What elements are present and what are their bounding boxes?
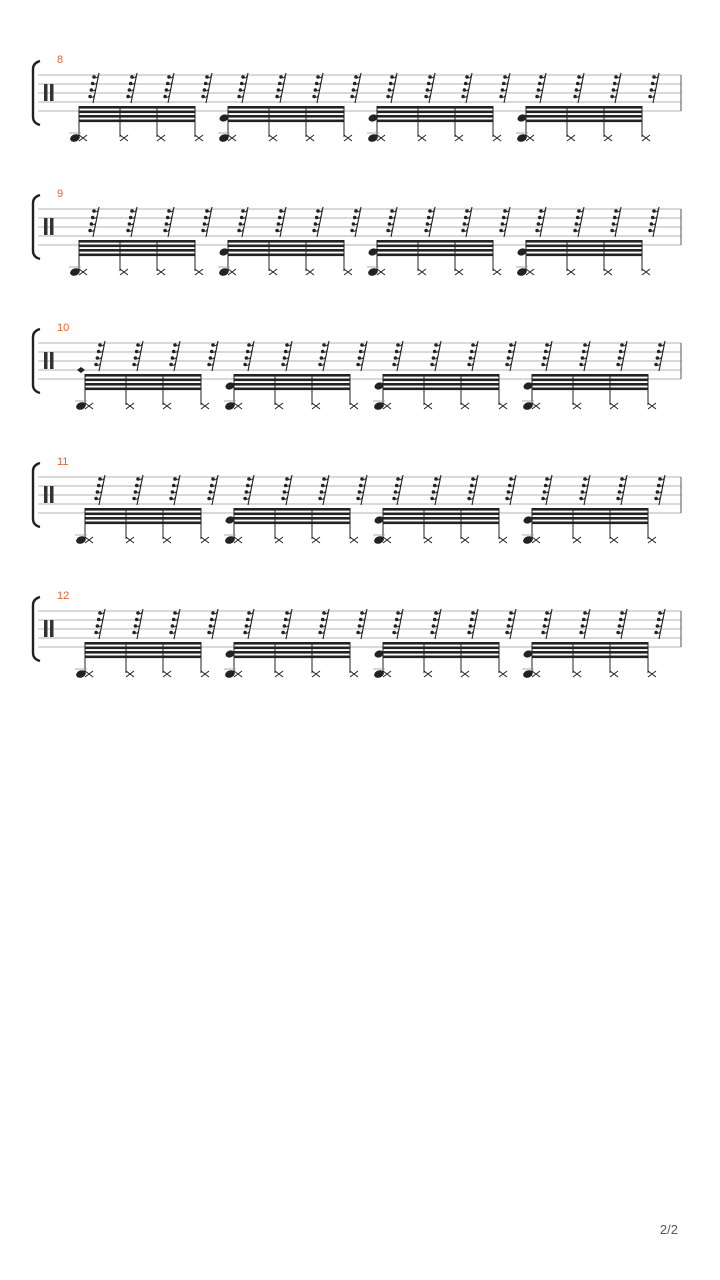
x-notehead — [499, 671, 507, 677]
note-beam — [85, 388, 201, 391]
note-beam — [85, 642, 201, 645]
x-notehead — [195, 269, 203, 275]
rest-dot — [96, 490, 100, 494]
x-notehead — [648, 403, 656, 409]
note-beam — [383, 647, 499, 650]
percussion-clef-icon — [44, 84, 48, 101]
drum-staff — [0, 189, 720, 289]
note-beam — [79, 245, 195, 248]
rest-dot — [90, 88, 94, 92]
note-beam — [532, 374, 648, 377]
x-notehead — [567, 269, 575, 275]
note-beam — [377, 254, 493, 257]
x-notehead — [610, 671, 618, 677]
note-beam — [532, 388, 648, 391]
note-beam — [532, 647, 648, 650]
x-notehead — [269, 269, 277, 275]
x-notehead — [377, 135, 385, 141]
note-beam — [532, 383, 648, 386]
x-notehead — [499, 537, 507, 543]
note-beam — [234, 388, 350, 391]
note-beam — [383, 642, 499, 645]
measure-number: 12 — [57, 590, 70, 602]
x-notehead — [418, 269, 426, 275]
x-notehead — [234, 671, 242, 677]
note-beam — [228, 245, 344, 248]
x-notehead — [493, 135, 501, 141]
rest-dot — [88, 229, 92, 233]
x-notehead — [377, 269, 385, 275]
x-notehead — [493, 269, 501, 275]
rest-dot — [88, 95, 92, 99]
x-notehead — [85, 671, 93, 677]
note-beam — [228, 115, 344, 118]
x-notehead — [455, 269, 463, 275]
note-beam — [532, 379, 648, 382]
x-notehead — [120, 269, 128, 275]
staff-system-8 — [0, 55, 720, 155]
note-beam — [383, 383, 499, 386]
rest-dot — [94, 363, 98, 367]
measure-number: 9 — [57, 188, 64, 200]
percussion-clef-icon — [44, 486, 48, 503]
note-beam — [234, 522, 350, 525]
note-beam — [526, 115, 642, 118]
drum-staff — [0, 591, 720, 691]
note-beam — [85, 517, 201, 520]
note-beam — [234, 517, 350, 520]
note-beam — [85, 651, 201, 654]
x-notehead — [642, 269, 650, 275]
drum-staff — [0, 55, 720, 155]
note-beam — [85, 383, 201, 386]
x-notehead — [383, 403, 391, 409]
x-notehead — [383, 537, 391, 543]
x-notehead — [120, 135, 128, 141]
note-beam — [532, 508, 648, 511]
x-notehead — [157, 269, 165, 275]
note-beam — [228, 106, 344, 109]
x-notehead — [648, 537, 656, 543]
note-beam — [532, 642, 648, 645]
x-notehead — [126, 403, 134, 409]
x-notehead — [312, 403, 320, 409]
note-beam — [85, 379, 201, 382]
note-beam — [79, 120, 195, 123]
percussion-clef-icon — [44, 218, 48, 235]
note-beam — [234, 383, 350, 386]
percussion-clef-icon — [44, 352, 48, 369]
note-beam — [85, 513, 201, 516]
x-notehead — [275, 537, 283, 543]
note-beam — [383, 522, 499, 525]
note-beam — [234, 656, 350, 659]
rest-dot — [96, 356, 100, 360]
rest-dot — [90, 222, 94, 226]
note-beam — [526, 111, 642, 114]
x-notehead — [126, 537, 134, 543]
x-notehead — [157, 135, 165, 141]
note-beam — [234, 642, 350, 645]
x-notehead — [424, 671, 432, 677]
note-beam — [377, 249, 493, 252]
percussion-clef-icon — [50, 218, 54, 235]
x-notehead — [306, 135, 314, 141]
x-notehead — [79, 269, 87, 275]
note-beam — [526, 120, 642, 123]
note-beam — [228, 240, 344, 243]
note-beam — [228, 249, 344, 252]
x-notehead — [85, 403, 93, 409]
x-notehead — [499, 403, 507, 409]
x-notehead — [85, 537, 93, 543]
note-beam — [526, 106, 642, 109]
x-notehead — [455, 135, 463, 141]
note-beam — [532, 513, 648, 516]
note-beam — [377, 106, 493, 109]
x-notehead — [573, 403, 581, 409]
x-notehead — [163, 403, 171, 409]
x-notehead — [201, 537, 209, 543]
measure-number: 8 — [57, 54, 64, 66]
note-beam — [526, 240, 642, 243]
x-notehead — [163, 671, 171, 677]
note-beam — [79, 254, 195, 257]
x-notehead — [604, 135, 612, 141]
note-beam — [383, 388, 499, 391]
percussion-clef-icon — [50, 620, 54, 637]
note-beam — [228, 120, 344, 123]
x-notehead — [424, 537, 432, 543]
x-notehead — [312, 671, 320, 677]
drum-staff — [0, 323, 720, 423]
note-beam — [234, 647, 350, 650]
x-notehead — [234, 403, 242, 409]
note-beam — [383, 508, 499, 511]
percussion-clef-icon — [50, 486, 54, 503]
note-beam — [79, 240, 195, 243]
note-beam — [526, 245, 642, 248]
note-beam — [377, 120, 493, 123]
note-beam — [377, 240, 493, 243]
x-notehead — [234, 537, 242, 543]
note-beam — [228, 111, 344, 114]
x-notehead — [195, 135, 203, 141]
note-beam — [79, 111, 195, 114]
x-notehead — [163, 537, 171, 543]
staff-system-10 — [0, 323, 720, 423]
note-beam — [234, 513, 350, 516]
percussion-clef-icon — [44, 620, 48, 637]
x-notehead — [418, 135, 426, 141]
note-beam — [377, 245, 493, 248]
x-notehead — [567, 135, 575, 141]
note-beam — [532, 522, 648, 525]
x-notehead — [228, 269, 236, 275]
note-beam — [526, 249, 642, 252]
measure-number: 11 — [57, 456, 69, 468]
x-notehead — [424, 403, 432, 409]
page-number: 2/2 — [659, 1222, 678, 1237]
rest-dot — [94, 497, 98, 501]
x-notehead — [201, 671, 209, 677]
staff-system-12 — [0, 591, 720, 691]
rest-dot — [94, 631, 98, 635]
note-beam — [85, 374, 201, 377]
note-beam — [85, 656, 201, 659]
x-notehead — [350, 403, 358, 409]
x-notehead — [344, 135, 352, 141]
note-beam — [532, 656, 648, 659]
note-beam — [85, 522, 201, 525]
note-beam — [377, 115, 493, 118]
x-notehead — [573, 537, 581, 543]
x-notehead — [461, 537, 469, 543]
note-beam — [532, 651, 648, 654]
x-notehead — [648, 671, 656, 677]
note-beam — [234, 651, 350, 654]
x-notehead — [526, 269, 534, 275]
note-beam — [79, 249, 195, 252]
note-beam — [526, 254, 642, 257]
x-notehead — [79, 135, 87, 141]
note-beam — [234, 374, 350, 377]
note-beam — [383, 379, 499, 382]
x-notehead — [312, 537, 320, 543]
note-beam — [85, 508, 201, 511]
note-beam — [85, 647, 201, 650]
note-beam — [383, 513, 499, 516]
x-notehead — [532, 671, 540, 677]
measure-number: 10 — [57, 322, 70, 334]
note-beam — [79, 106, 195, 109]
staff-system-9 — [0, 189, 720, 289]
note-beam — [383, 517, 499, 520]
x-notehead — [532, 537, 540, 543]
x-notehead — [269, 135, 277, 141]
x-notehead — [275, 403, 283, 409]
x-notehead — [461, 671, 469, 677]
x-notehead — [461, 403, 469, 409]
note-beam — [377, 111, 493, 114]
percussion-clef-icon — [50, 352, 54, 369]
rest-dot — [96, 624, 100, 628]
note-beam — [383, 651, 499, 654]
x-notehead — [201, 403, 209, 409]
diamond-notehead — [77, 367, 85, 373]
note-beam — [532, 517, 648, 520]
x-notehead — [610, 537, 618, 543]
x-notehead — [344, 269, 352, 275]
x-notehead — [526, 135, 534, 141]
percussion-clef-icon — [50, 84, 54, 101]
x-notehead — [573, 671, 581, 677]
x-notehead — [126, 671, 134, 677]
note-beam — [383, 656, 499, 659]
x-notehead — [350, 537, 358, 543]
x-notehead — [532, 403, 540, 409]
staff-system-11 — [0, 457, 720, 557]
x-notehead — [228, 135, 236, 141]
drum-staff — [0, 457, 720, 557]
note-beam — [228, 254, 344, 257]
x-notehead — [306, 269, 314, 275]
x-notehead — [610, 403, 618, 409]
note-beam — [234, 508, 350, 511]
x-notehead — [642, 135, 650, 141]
note-beam — [79, 115, 195, 118]
x-notehead — [350, 671, 358, 677]
x-notehead — [604, 269, 612, 275]
note-beam — [234, 379, 350, 382]
x-notehead — [275, 671, 283, 677]
x-notehead — [383, 671, 391, 677]
note-beam — [383, 374, 499, 377]
